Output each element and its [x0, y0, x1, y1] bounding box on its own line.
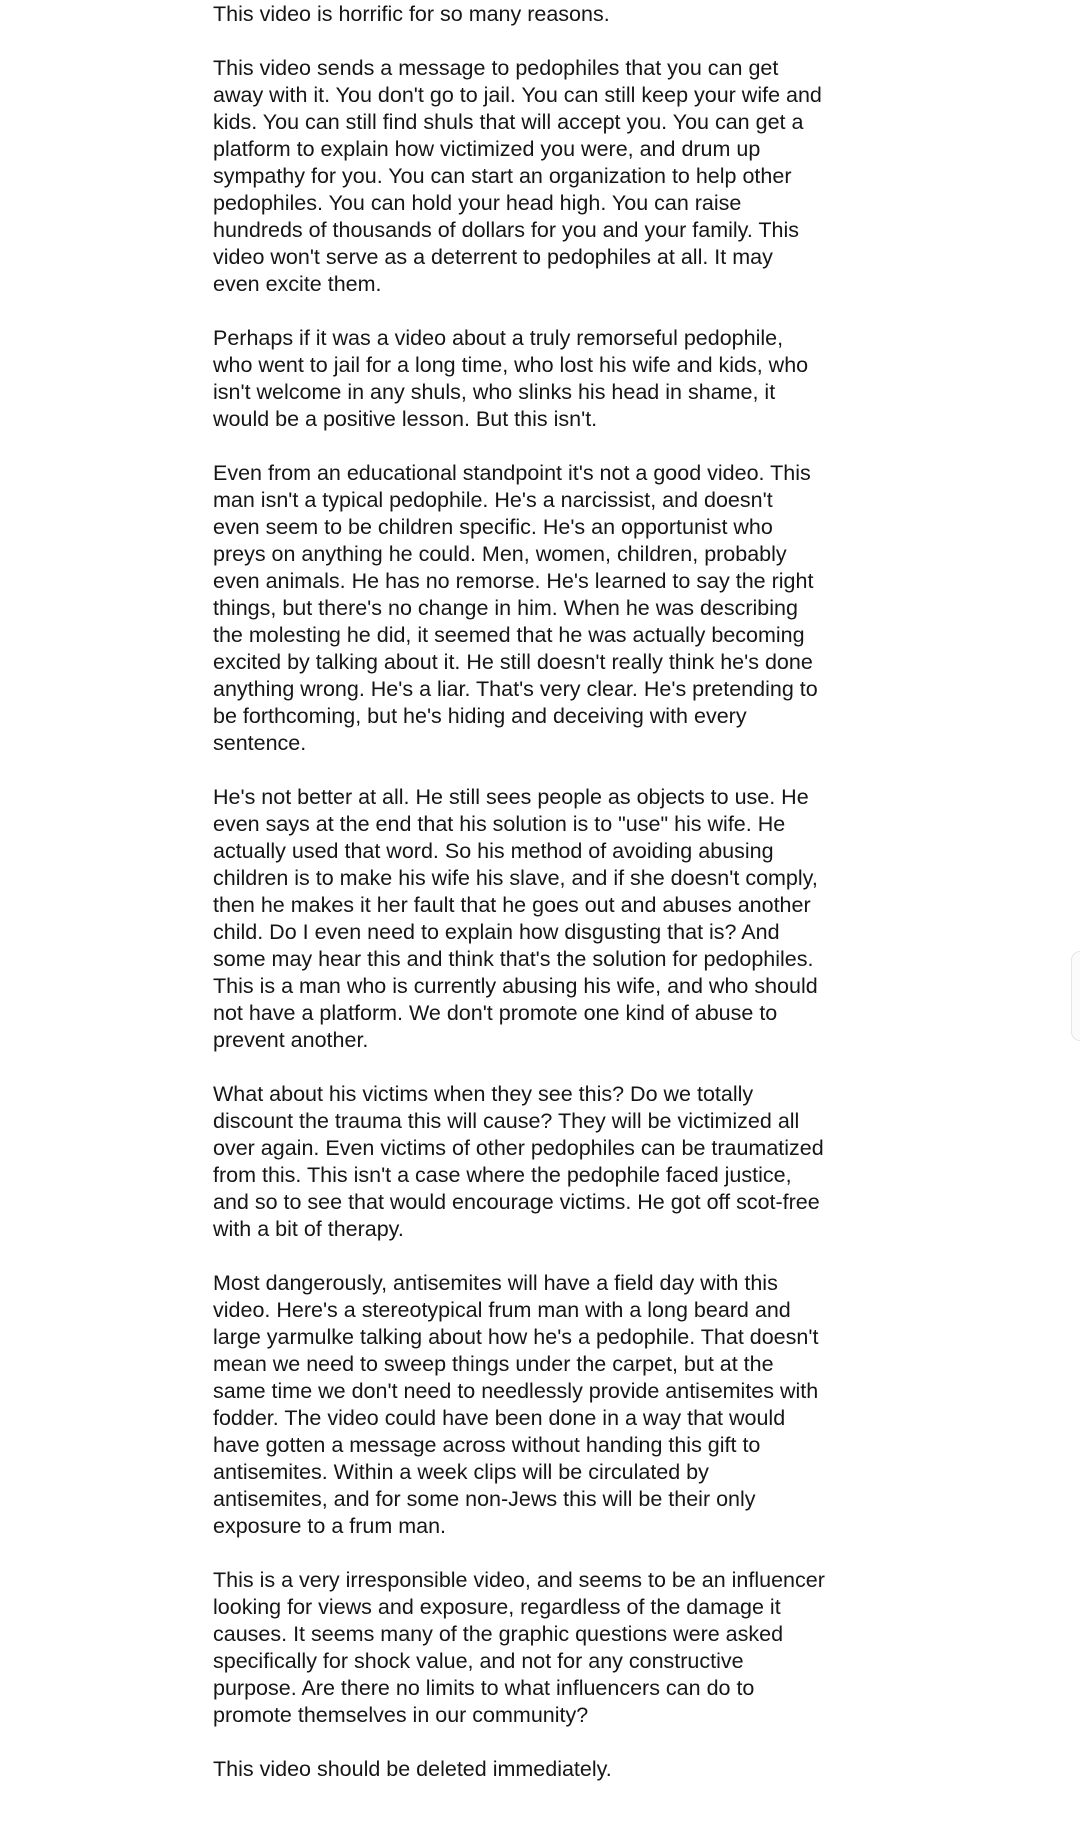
paragraph-5: He's not better at all. He still sees people as objects to use. He even says at the end that his solution is to "use" his wife. He actually used that word. So his method of avoiding abusing children is to make his wife his slave, and if she doesn't comply, then he makes it her fault that he goes out and abuses another child. Do I even need to explain how disgusting that is? And some may hear this and think that's the solution for pedophiles. This is a man who is currently abusing his wife, and who should not have a platform. We don't promote one kind of abuse to prevent another. [213, 785, 818, 1052]
paragraph-6: What about his victims when they see this? Do we totally discount the trauma this will cause? They will be victimized all over again. Even victims of other pedophiles can be traumatized from this. This isn't a case where the pedophile faced justice, and so to see that would encourage victims. He got off scot-free with a bit of therapy. [213, 1082, 824, 1241]
document-body [213, 0, 913, 1810]
paragraph-8: This is a very irresponsible video, and seems to be an influencer looking for views and exposure, regardless of the damage it causes. It seems many of the graphic questions were asked specifically for shock value, and not for any constructive purpose. Are there no limits to what influencers can do to promote themselves in our community? [213, 1568, 825, 1727]
paragraph-3: Perhaps if it was a video about a truly remorseful pedophile, who went to jail for a long time, who lost his wife and kids, who isn't welcome in any shuls, who slinks his head in shame, it would be a positive lesson. But this isn't. [213, 326, 809, 431]
edge-scroll-handle[interactable] [1071, 951, 1080, 1041]
paragraph-2: This video sends a message to pedophiles that you can get away with it. You don't go to jail. You can still keep your wife and kids. You can still find shuls that will accept you. You can get a platform to explain how victimized you were, and drum up sympathy for you. You can start an organization to help other pedophiles. You can hold your head high. You can raise hundreds of thousands of dollars for you and your family. This video won't serve as a deterrent to pedophiles at all. It may even excite them. [213, 56, 822, 296]
paragraph-9: This video should be deleted immediately. [213, 1757, 612, 1781]
paragraph-4: Even from an educational standpoint it's not a good video. This man isn't a typical pedophile. He's a narcissist, and doesn't even seem to be children specific. He's an opportunist who preys on anything he could. Men, women, children, probably even animals. He has no remorse. He's learned to say the right things, but there's no change in him. When he was describing the molesting he did, it seemed that he was actually becoming excited by talking about it. He still doesn't really think he's done anything wrong. He's a liar. That's very clear. He's pretending to be forthcoming, but he's hiding and deceiving with every sentence. [213, 461, 818, 755]
paragraph-1: This video is horrific for so many reasons. [213, 2, 610, 26]
paragraph-7: Most dangerously, antisemites will have a field day with this video. Here's a stereotypical frum man with a long beard and large yarmulke talking about how he's a pedophile. That doesn't mean we need to sweep things under the carpet, but at the same time we don't need to needlessly provide antisemites with fodder. The video could have been done in a way that would have gotten a message across without handing this gift to antisemites. Within a week clips will be circulated by antisemites, and for some non-Jews this will be their only exposure to a frum man. [213, 1271, 819, 1538]
